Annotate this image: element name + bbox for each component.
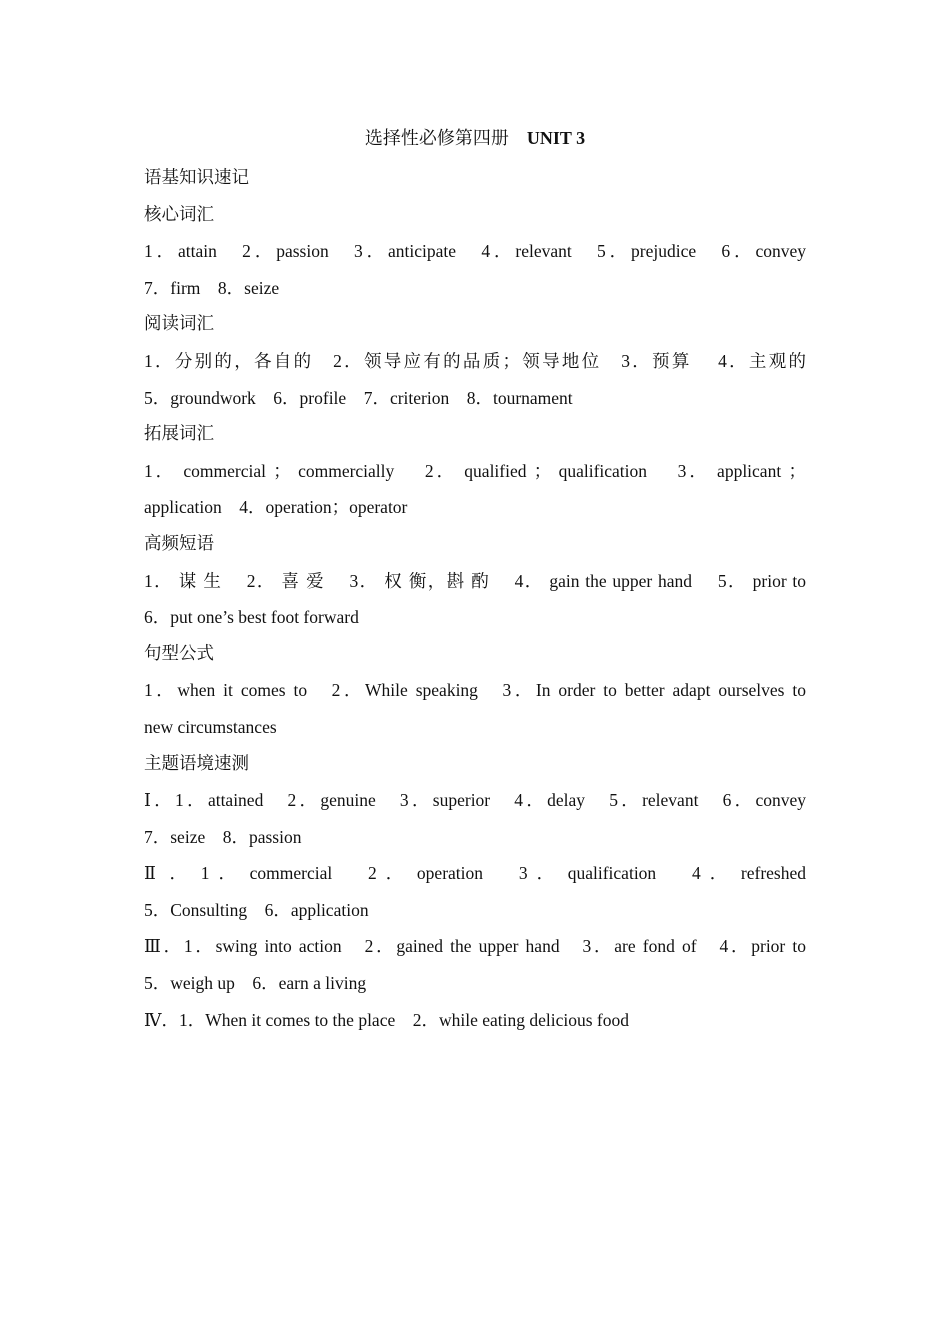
context-test-part-1-line-1: Ⅰ．1．attained 2．genuine 3．superior 4．delay 5．relevant 6．convey	[144, 790, 806, 811]
section-heading-extended-vocab: 拓展词汇	[144, 424, 214, 445]
phrases-line-1: 1． 谋 生 2． 喜 爱 3． 权 衡，斟 酌 4． gain the upper hand 5． prior to	[144, 570, 806, 591]
section-heading-context-test: 主题语境速测	[144, 753, 249, 774]
core-vocab-line-2: 7．firm 8．seize	[144, 277, 280, 298]
phrases-line-2: 6．put one’s best foot forward	[144, 607, 359, 628]
title-main: 选择性必修第四册	[364, 128, 509, 148]
sentence-patterns-line-2: new circumstances	[144, 716, 277, 737]
section-heading-summary: 语基知识速记	[144, 168, 249, 188]
context-test-part-3-line-2: 5．weigh up 6．earn a living	[144, 973, 367, 994]
section-heading-reading-vocab: 阅读词汇	[144, 314, 214, 335]
document-body	[144, 160, 806, 1038]
section-heading-core-vocab: 核心词汇	[144, 204, 214, 225]
page-title	[0, 125, 950, 151]
title-unit: UNIT 3	[526, 128, 586, 148]
context-test-part-2-line-1: Ⅱ ． 1 ． commercial 2 ． operation 3 ． qualification 4 ． refreshed	[144, 863, 806, 884]
context-test-part-4-line-1: Ⅳ．1．When it comes to the place 2．while eating delicious food	[144, 1009, 630, 1030]
core-vocab-line-1: 1．attain 2．passion 3．anticipate 4．relevant 5．prejudice 6．convey	[144, 241, 806, 262]
context-test-part-3-line-1: Ⅲ．1．swing into action 2．gained the upper hand 3．are fond of 4．prior to	[144, 936, 806, 957]
extended-vocab-line-2: application 4．operation；operator	[144, 497, 408, 518]
section-heading-sentence-patterns: 句型公式	[144, 643, 214, 664]
sentence-patterns-line-1: 1．when it comes to 2．While speaking 3．In order to better adapt ourselves to	[144, 680, 806, 701]
reading-vocab-line-2: 5．groundwork 6．profile 7．criterion 8．tournament	[144, 387, 573, 408]
context-test-part-2-line-2: 5．Consulting 6．application	[144, 899, 369, 920]
extended-vocab-line-1: 1． commercial ； commercially 2． qualified ； qualification 3． applicant ；	[144, 460, 806, 481]
reading-vocab-line-1: 1．分别的，各自的 2．领导应有的品质；领导地位 3．预算 4．主观的	[144, 350, 806, 371]
section-heading-phrases: 高频短语	[144, 533, 214, 554]
context-test-part-1-line-2: 7．seize 8．passion	[144, 826, 302, 847]
